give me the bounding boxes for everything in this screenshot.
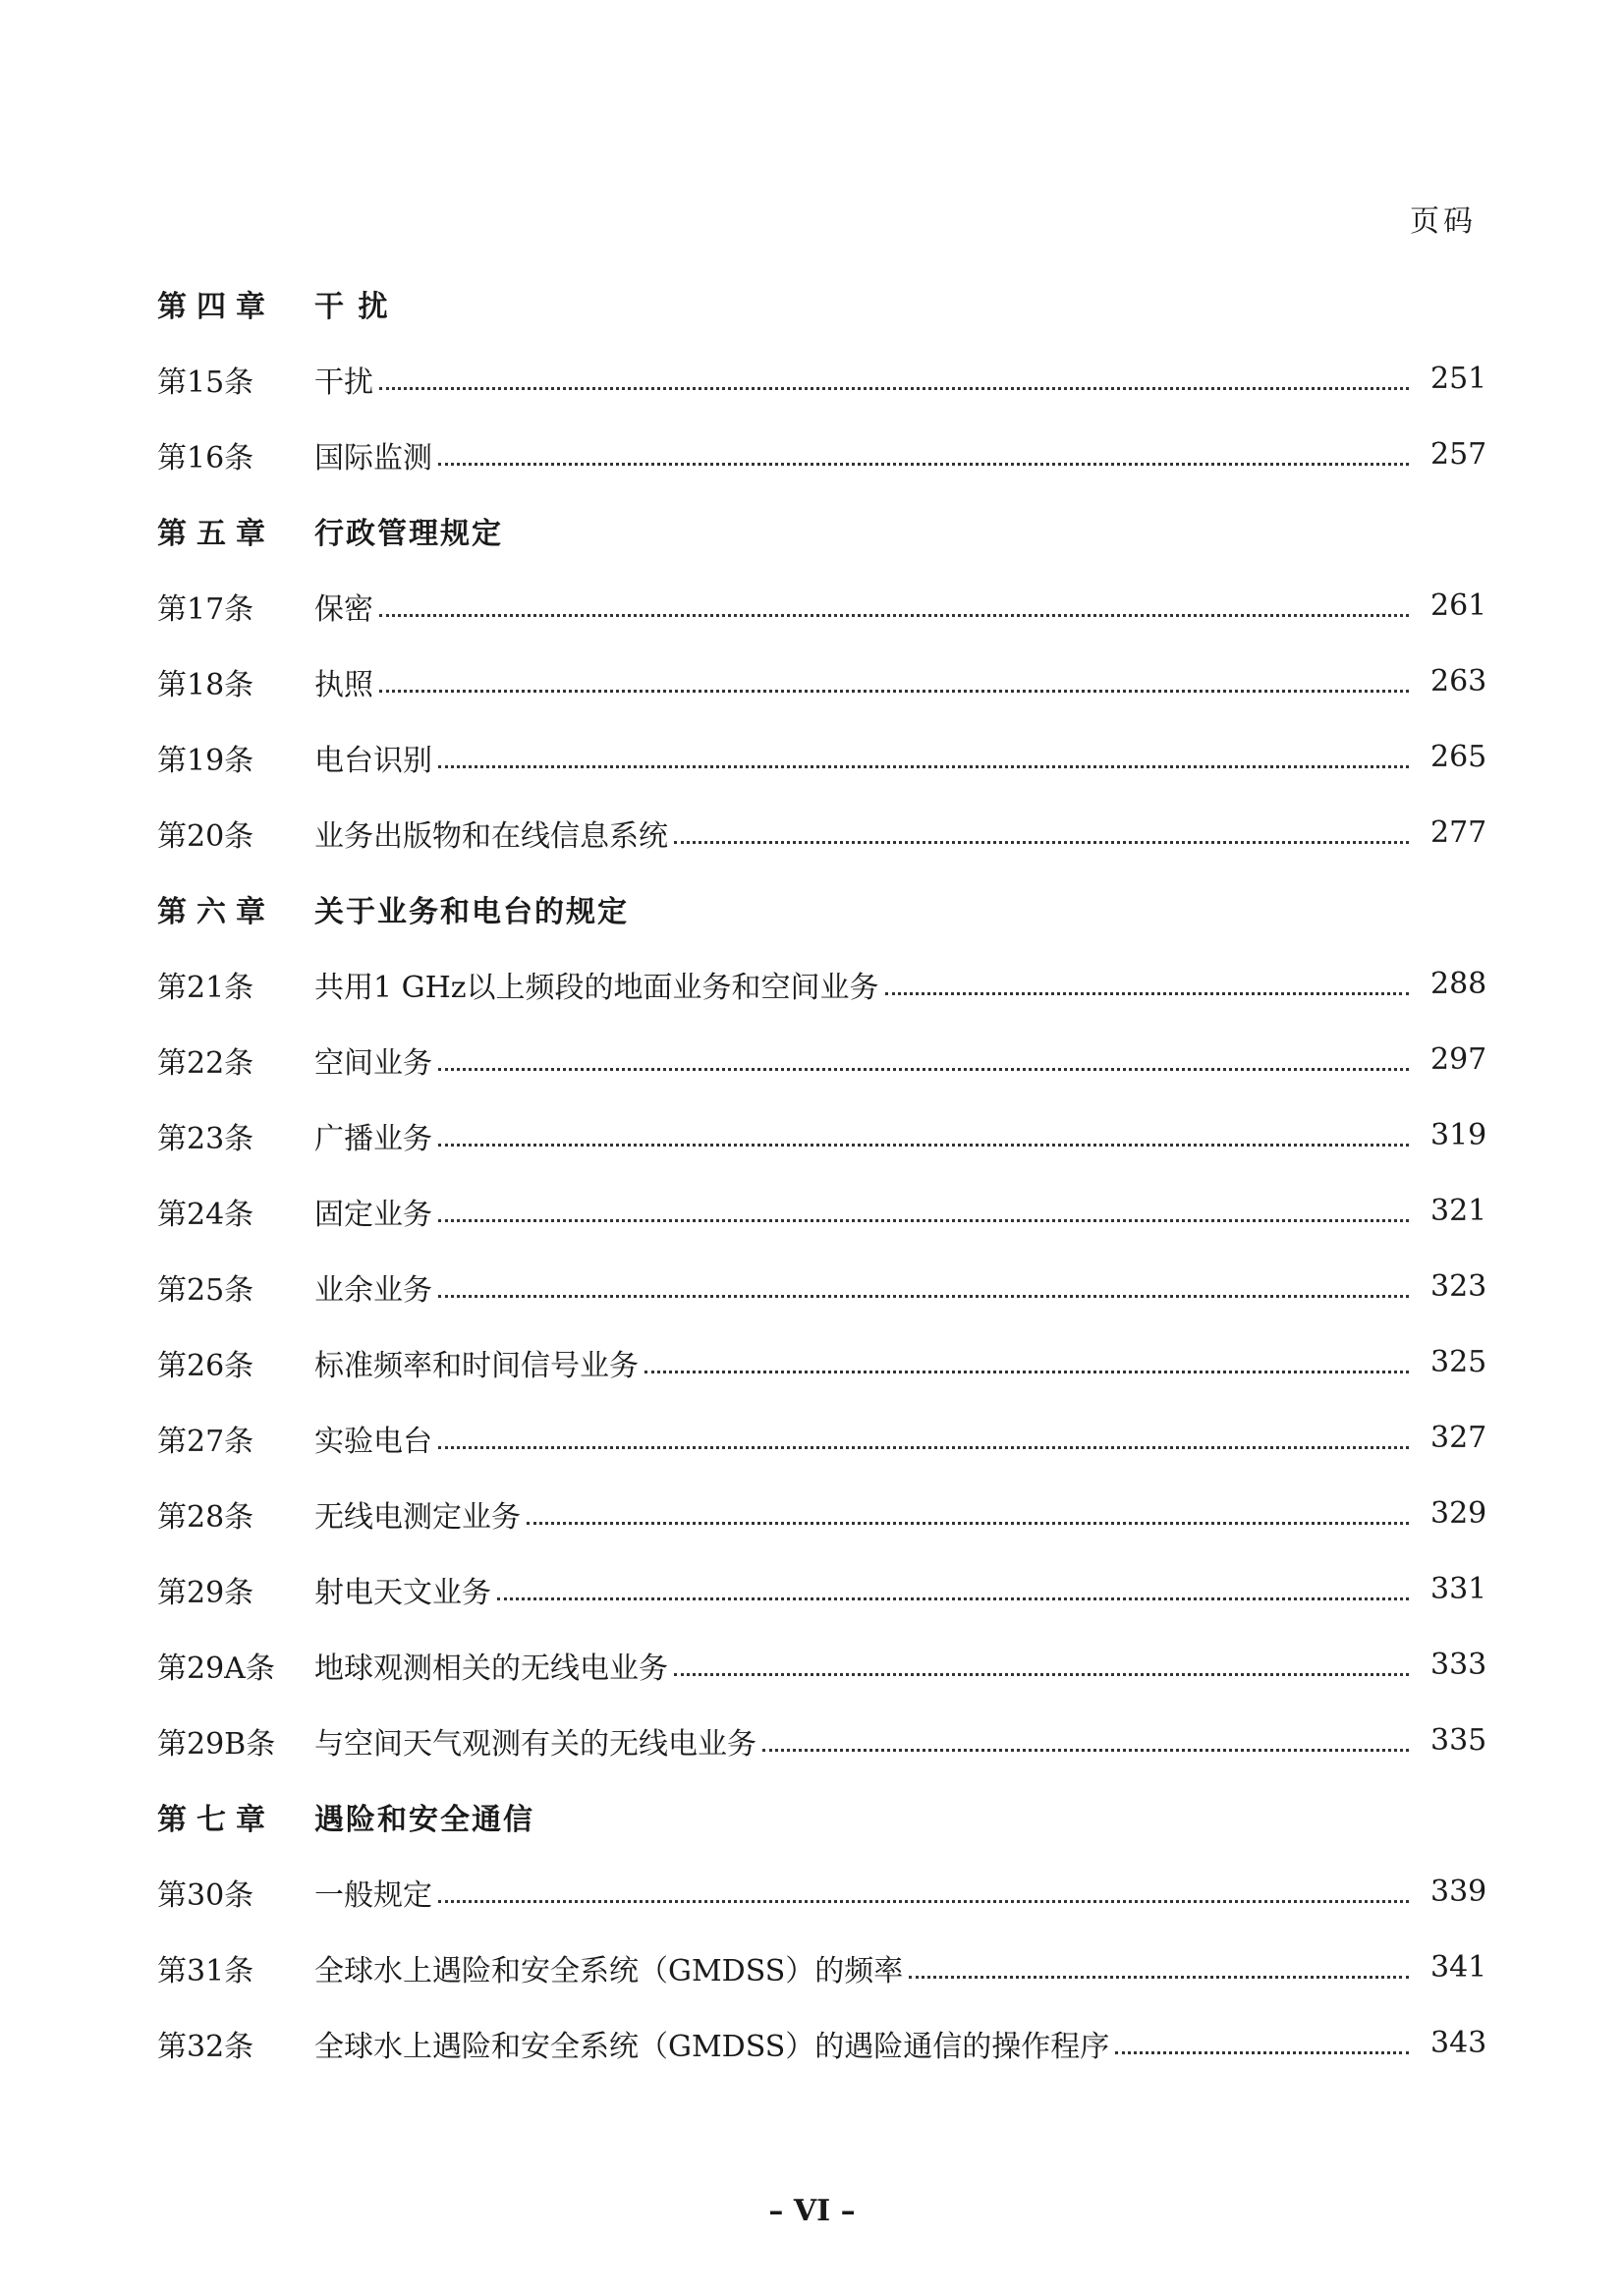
article-number: 第31条 xyxy=(157,1953,254,1988)
chapter-number: 第六章 xyxy=(157,894,275,929)
toc-entry[interactable] xyxy=(157,1703,1487,1778)
article-number: 第29B条 xyxy=(157,1726,276,1762)
dot-leader xyxy=(438,1219,1409,1222)
article-number: 第24条 xyxy=(157,1197,254,1232)
toc-entry[interactable] xyxy=(157,644,1487,719)
chapter-number: 第四章 xyxy=(157,289,275,324)
toc-entry[interactable] xyxy=(157,1022,1487,1097)
toc-entry[interactable] xyxy=(157,946,1487,1022)
dot-leader xyxy=(379,614,1409,617)
dot-leader xyxy=(438,1446,1409,1449)
article-title: 地球观测相关的无线电业务 xyxy=(314,1651,668,1686)
article-title: 共用1 GHz以上频段的地面业务和空间业务 xyxy=(314,970,879,1005)
page-number: 335 xyxy=(1430,1723,1487,1758)
toc-entry[interactable] xyxy=(157,417,1487,492)
toc-entry[interactable] xyxy=(157,795,1487,870)
page-number: 339 xyxy=(1430,1875,1487,1909)
article-title: 保密 xyxy=(314,591,373,627)
article-title: 标准频率和时间信号业务 xyxy=(314,1348,639,1383)
dot-leader xyxy=(438,463,1409,466)
toc-entry[interactable] xyxy=(157,1173,1487,1249)
chapter-number: 第五章 xyxy=(157,516,275,551)
page-number: 325 xyxy=(1430,1345,1487,1379)
page-number: 277 xyxy=(1430,815,1487,850)
toc-entry[interactable] xyxy=(157,1249,1487,1324)
page-number: 341 xyxy=(1430,1950,1487,1985)
dot-leader xyxy=(527,1522,1409,1525)
page-number: 251 xyxy=(1430,362,1487,396)
article-number: 第27条 xyxy=(157,1424,254,1459)
page-number: 331 xyxy=(1430,1572,1487,1606)
page-number: 319 xyxy=(1430,1118,1487,1152)
toc-entry[interactable] xyxy=(157,568,1487,644)
toc-entry[interactable] xyxy=(157,1476,1487,1551)
dot-leader xyxy=(438,1144,1409,1147)
article-number: 第22条 xyxy=(157,1045,254,1081)
article-title: 执照 xyxy=(314,667,373,702)
dot-leader xyxy=(438,1068,1409,1071)
chapter-title: 关于业务和电台的规定 xyxy=(314,894,629,929)
article-title: 广播业务 xyxy=(314,1121,432,1156)
article-title: 射电天文业务 xyxy=(314,1575,491,1610)
article-title: 全球水上遇险和安全系统（GMDSS）的遇险通信的操作程序 xyxy=(314,2029,1110,2064)
toc-chapter-heading xyxy=(157,265,1482,341)
dot-leader xyxy=(497,1597,1409,1600)
toc-entry[interactable] xyxy=(157,1400,1487,1476)
dot-leader xyxy=(438,765,1409,768)
page-number: 265 xyxy=(1430,740,1487,774)
page-number: 261 xyxy=(1430,588,1487,623)
toc-entry[interactable] xyxy=(157,719,1487,795)
dot-leader xyxy=(438,1900,1409,1903)
article-title: 业余业务 xyxy=(314,1272,432,1308)
dot-leader xyxy=(674,1673,1409,1676)
page-number: 333 xyxy=(1430,1648,1487,1682)
page-number: 323 xyxy=(1430,1269,1487,1304)
article-title: 业务出版物和在线信息系统 xyxy=(314,818,668,854)
article-title: 国际监测 xyxy=(314,440,432,476)
article-title: 无线电测定业务 xyxy=(314,1499,521,1535)
chapter-title: 干 扰 xyxy=(314,289,390,324)
dot-leader xyxy=(885,992,1409,995)
article-number: 第21条 xyxy=(157,970,254,1005)
toc-entry[interactable] xyxy=(157,1551,1487,1627)
toc-entry[interactable] xyxy=(157,341,1487,417)
toc-entry[interactable] xyxy=(157,1854,1487,1930)
page-column-label: 页码 xyxy=(1410,204,1477,239)
dot-leader xyxy=(762,1749,1409,1752)
article-number: 第29条 xyxy=(157,1575,254,1610)
dot-leader xyxy=(1115,2051,1409,2054)
toc-entry[interactable] xyxy=(157,1324,1487,1400)
article-title: 与空间天气观测有关的无线电业务 xyxy=(314,1726,756,1762)
article-title: 实验电台 xyxy=(314,1424,432,1459)
page-number: 329 xyxy=(1430,1496,1487,1531)
page-number-footer: – VI – xyxy=(768,2194,856,2228)
dot-leader xyxy=(379,690,1409,693)
toc-entry[interactable] xyxy=(157,2005,1487,2081)
dot-leader xyxy=(438,1295,1409,1298)
article-number: 第15条 xyxy=(157,364,254,400)
page-number: 297 xyxy=(1430,1042,1487,1077)
article-title: 一般规定 xyxy=(314,1877,432,1913)
dot-leader xyxy=(674,841,1409,844)
article-title: 电台识别 xyxy=(314,743,432,778)
chapter-number: 第七章 xyxy=(157,1802,275,1837)
chapter-title: 行政管理规定 xyxy=(314,516,503,551)
article-title: 干扰 xyxy=(314,364,373,400)
toc-chapter-heading xyxy=(157,1778,1482,1854)
toc-entry[interactable] xyxy=(157,1627,1487,1703)
article-number: 第29A条 xyxy=(157,1651,275,1686)
table-of-contents xyxy=(157,265,1487,2081)
article-number: 第30条 xyxy=(157,1877,254,1913)
article-number: 第28条 xyxy=(157,1499,254,1535)
article-title: 空间业务 xyxy=(314,1045,432,1081)
article-number: 第26条 xyxy=(157,1348,254,1383)
chapter-title: 遇险和安全通信 xyxy=(314,1802,534,1837)
toc-entry[interactable] xyxy=(157,1930,1487,2005)
page-number: 343 xyxy=(1430,2026,1487,2060)
article-number: 第17条 xyxy=(157,591,254,627)
toc-chapter-heading xyxy=(157,492,1482,568)
dot-leader xyxy=(379,387,1409,390)
article-number: 第32条 xyxy=(157,2029,254,2064)
page-number: 263 xyxy=(1430,664,1487,699)
article-number: 第23条 xyxy=(157,1121,254,1156)
dot-leader xyxy=(644,1371,1409,1373)
article-number: 第19条 xyxy=(157,743,254,778)
article-title: 全球水上遇险和安全系统（GMDSS）的频率 xyxy=(314,1953,904,1988)
dot-leader xyxy=(909,1976,1409,1979)
toc-entry[interactable] xyxy=(157,1097,1487,1173)
article-number: 第25条 xyxy=(157,1272,254,1308)
page-number: 257 xyxy=(1430,437,1487,472)
toc-chapter-heading xyxy=(157,870,1482,946)
article-title: 固定业务 xyxy=(314,1197,432,1232)
article-number: 第16条 xyxy=(157,440,254,476)
article-number: 第20条 xyxy=(157,818,254,854)
page-number: 327 xyxy=(1430,1421,1487,1455)
page-number: 288 xyxy=(1430,967,1487,1001)
page-number: 321 xyxy=(1430,1194,1487,1228)
article-number: 第18条 xyxy=(157,667,254,702)
